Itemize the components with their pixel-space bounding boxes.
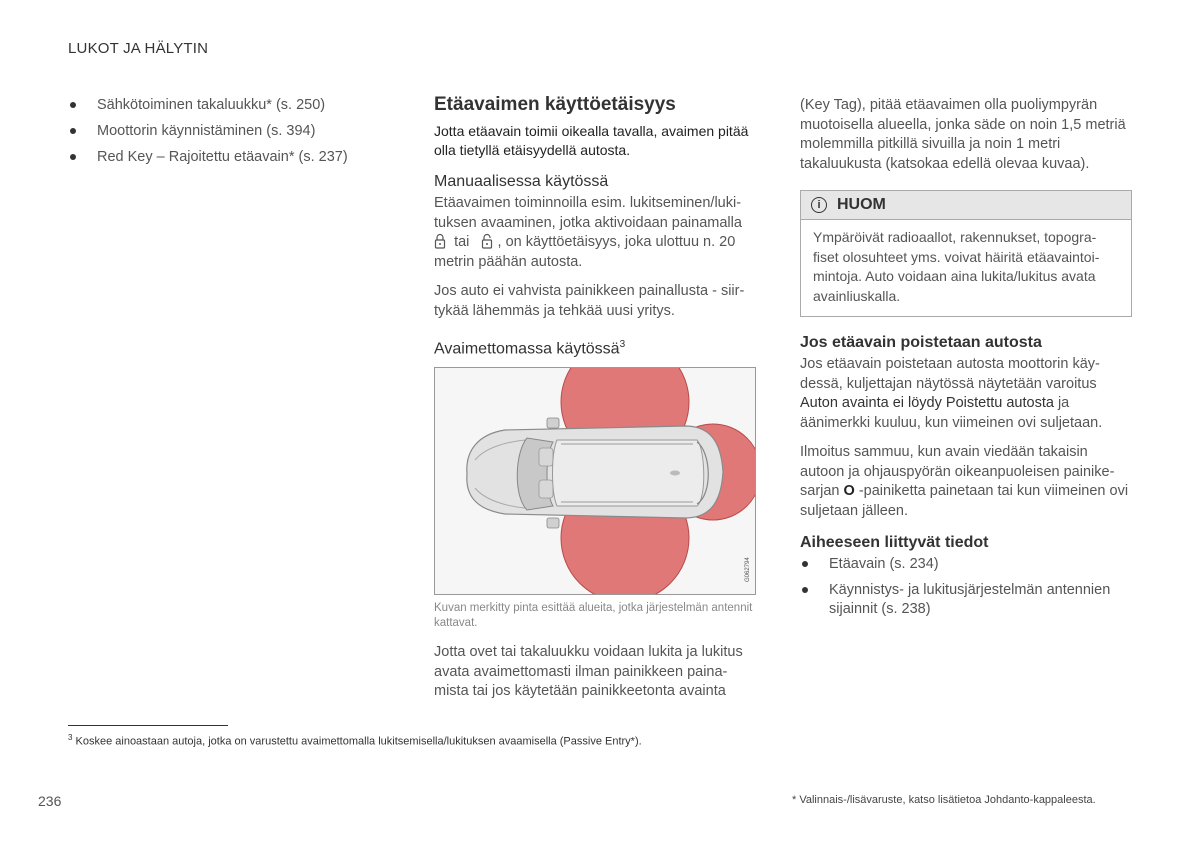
keyless-heading: Avaimettomassa käytössä$^3$ bbox=[434, 339, 626, 358]
list-item[interactable]: Moottorin käynnistäminen (s. 394) bbox=[68, 122, 388, 141]
bullet-icon bbox=[802, 587, 808, 593]
removed-paragraph: Jos etäavain poistetaan autosta moottorin käy-dessä, kuljettajan näytössä näytetään varoitus Auton avainta ei löydy Poistettu autosta ja äänimerkki kuuluu, kun viimeinen ovi suljetaan. bbox=[800, 356, 1103, 431]
bullet-list bbox=[68, 96, 388, 167]
warning-message: Auton avainta ei löydy Poistettu autosta bbox=[800, 395, 1054, 411]
bullet-icon bbox=[70, 154, 76, 160]
bullet-icon bbox=[802, 561, 808, 567]
note-label: HUOM bbox=[837, 196, 886, 213]
list-item[interactable]: Etäavain (s. 234) bbox=[800, 555, 1132, 574]
related-heading: Aiheeseen liittyvät tiedot bbox=[800, 534, 989, 551]
figure-caption: Kuvan merkitty pinta esittää alueita, jotka järjestelmän antennit kattavat. bbox=[434, 602, 753, 630]
manual-heading: Manuaalisessa käytössä bbox=[434, 173, 609, 190]
right-column bbox=[800, 96, 1132, 626]
footnote-divider bbox=[68, 725, 228, 726]
removed-heading: Jos etäavain poistetaan autosta bbox=[800, 334, 1042, 351]
removed-paragraph-2: Ilmoitus sammuu, kun avain viedään takaisin autoon ja ohjauspyörän oikeanpuoleisen painike-sarjan O -painiketta painetaan tai kun viimeinen ovi suljetaan jälleen. bbox=[800, 444, 1129, 519]
footnote: $^3$ Koskee ainoastaan autoja, jotka on varustettu avaimettomalla lukitsemisella/lukituksen avaamisella (Passive Entry*). bbox=[68, 733, 642, 748]
related-list bbox=[800, 555, 1132, 619]
optional-equipment-note: * Valinnais-/lisävaruste, katso lisätietoa Johdanto-kappaleesta. bbox=[792, 794, 1096, 806]
main-column bbox=[434, 94, 760, 702]
bullet-icon bbox=[70, 102, 76, 108]
section-header: LUKOT JA HÄLYTIN bbox=[68, 40, 209, 57]
bullet-icon bbox=[70, 128, 76, 134]
page-title: Etäavaimen käyttöetäisyys bbox=[434, 94, 676, 115]
o-button-label: O bbox=[843, 483, 855, 499]
antenna-coverage-figure bbox=[434, 367, 756, 595]
manual-paragraph-2: Jos auto ei vahvista painikkeen painallusta - siir-tykää lähemmäs ja tehkää uusi yritys. bbox=[434, 283, 745, 319]
note-box bbox=[800, 190, 1132, 317]
manual-paragraph: Etäavaimen toiminnoilla esim. lukitseminen/luki-tuksen avaaminen, jotka aktivoidaan painamalla tai , on käyttöetäisyys, joka ulottuu n. 20 metrin päähän autosta. bbox=[434, 195, 742, 270]
note-text: Ympäröivät radioaallot, rakennukset, topogra-fiset olosuhteet yms. voivat häiritä etäavaintoi-mintoja. Auto voidaan aina lukita/lukitus avata avainliuskalla. bbox=[813, 229, 1100, 304]
intro-text: Jotta etäavain toimii oikealla tavalla, avaimen pitää olla tietyllä etäisyydellä autosta. bbox=[434, 123, 749, 158]
keyless-paragraph: Jotta ovet tai takaluukku voidaan lukita ja lukitus avata avaimettomasti ilman painikkeen paina-mista tai jos käytetään painikkeetonta avainta bbox=[434, 644, 743, 700]
lock-icon bbox=[434, 233, 446, 249]
car-top-view-illustration bbox=[435, 368, 755, 594]
list-item[interactable]: Käynnistys- ja lukitusjärjestelmän antennien sijainnit (s. 238) bbox=[800, 581, 1132, 619]
figure-code: G062794 bbox=[745, 557, 751, 583]
info-icon: i bbox=[811, 197, 827, 213]
page-number: 236 bbox=[38, 793, 62, 809]
list-item[interactable]: Red Key – Rajoitettu etäavain* (s. 237) bbox=[68, 148, 388, 167]
unlock-icon bbox=[481, 233, 493, 249]
note-header bbox=[801, 191, 1131, 220]
list-item[interactable]: Sähkötoiminen takaluukku* (s. 250) bbox=[68, 96, 388, 115]
continued-paragraph: (Key Tag), pitää etäavaimen olla puoliympyrän muotoisella alueella, jonka säde on noin 1,5 metriä molemmilla pitkillä sivuilla ja noin 1 metri takaluukusta (katsokaa edellä olevaa kuvaa). bbox=[800, 97, 1126, 172]
related-list-column bbox=[68, 96, 388, 174]
